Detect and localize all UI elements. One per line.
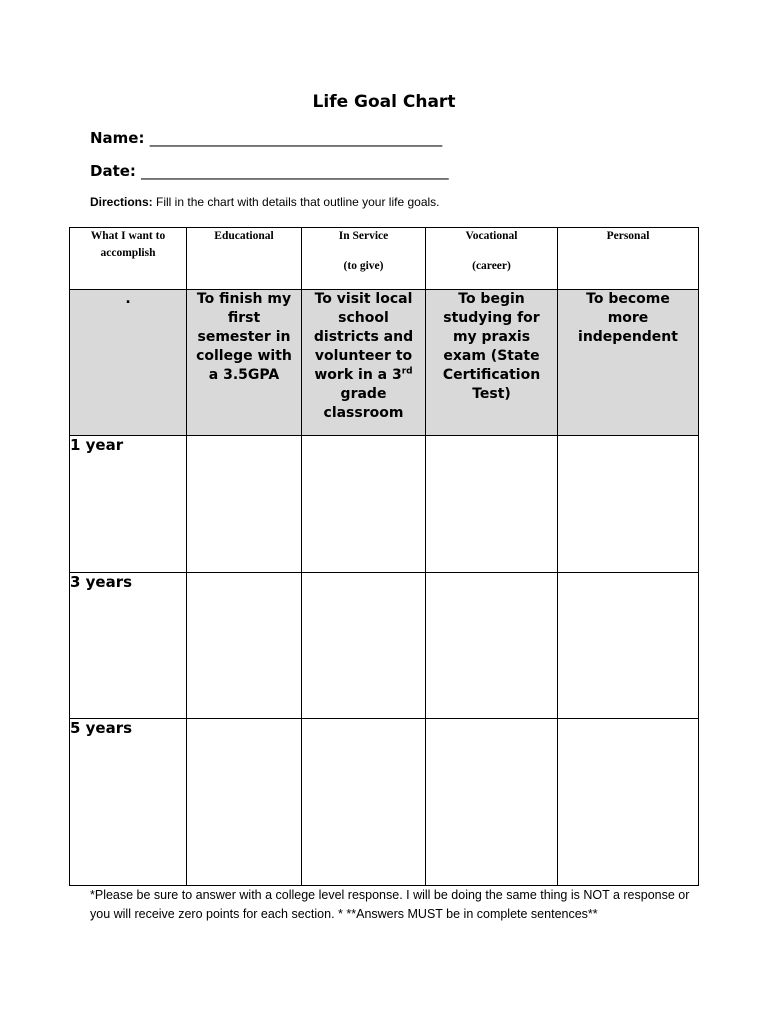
header-row (70, 228, 699, 290)
cell-5-years-in-service[interactable] (302, 719, 426, 886)
vocational-goal-cell[interactable] (426, 290, 558, 436)
directions-label: Directions: (90, 195, 153, 209)
cell-3-years-educational[interactable] (187, 573, 302, 719)
date-label: Date: (90, 162, 136, 180)
in-service-goal-cell[interactable] (302, 290, 426, 436)
header-educational (187, 228, 302, 290)
cell-5-years-educational[interactable] (187, 719, 302, 886)
personal-goal-text: To become more independent (578, 291, 678, 345)
header-accomplish (70, 228, 187, 290)
footnote: *Please be sure to answer with a college level response. I will be doing the same thing is NOT a response or you will receive zero points for each section. * **Answers MUST be in complete sentences** (90, 888, 690, 921)
goal-row (70, 290, 699, 436)
in-service-goal-text (302, 290, 425, 423)
date-field (90, 162, 449, 180)
in-service-goal-text-main: To visit local school districts and volunteer to work in a 3 (313, 291, 414, 383)
date-blank-line: _________________________________________ (141, 162, 449, 180)
cell-5-years-vocational[interactable] (426, 719, 558, 886)
in-service-goal-superscript: rd (401, 366, 413, 377)
row-label-3-years: 3 years (70, 573, 187, 719)
cell-1-year-educational[interactable] (187, 436, 302, 573)
goal-row-dot: . (125, 291, 131, 307)
table-row (70, 573, 699, 719)
vocational-goal-text: To begin studying for my praxis exam (State Certification Test) (442, 291, 541, 402)
header-in-service-sub: (to give) (343, 260, 384, 272)
table-row (70, 719, 699, 886)
header-accomplish-line2: accomplish (100, 247, 156, 259)
cell-5-years-personal[interactable] (558, 719, 699, 886)
header-educational-label: Educational (214, 230, 274, 242)
life-goal-table (69, 227, 699, 886)
header-vocational-sub: (career) (472, 260, 511, 272)
educational-goal-cell[interactable] (187, 290, 302, 436)
name-field (90, 129, 442, 147)
name-label: Name: (90, 129, 145, 147)
row-label-5-years: 5 years (70, 719, 187, 886)
directions-text: Fill in the chart with details that outline your life goals. (152, 195, 440, 209)
header-personal (558, 228, 699, 290)
cell-1-year-vocational[interactable] (426, 436, 558, 573)
name-blank-line: _______________________________________ (149, 129, 443, 147)
header-in-service (302, 228, 426, 290)
header-accomplish-line1: What I want to (90, 230, 166, 242)
cell-3-years-in-service[interactable] (302, 573, 426, 719)
cell-3-years-personal[interactable] (558, 573, 699, 719)
educational-goal-text: To finish my first semester in college with a 3.5GPA (196, 291, 292, 383)
header-vocational-label: Vocational (465, 230, 518, 242)
cell-3-years-vocational[interactable] (426, 573, 558, 719)
header-vocational (426, 228, 558, 290)
header-in-service-label: In Service (338, 230, 389, 242)
in-service-goal-text-end: grade classroom (323, 386, 404, 421)
page-title: Life Goal Chart (312, 92, 456, 112)
cell-1-year-personal[interactable] (558, 436, 699, 573)
table-row (70, 436, 699, 573)
personal-goal-cell[interactable] (558, 290, 699, 436)
header-personal-label: Personal (606, 230, 650, 242)
goal-row-label-cell (70, 290, 187, 436)
row-label-1-year: 1 year (70, 436, 187, 573)
directions (90, 195, 440, 209)
cell-1-year-in-service[interactable] (302, 436, 426, 573)
